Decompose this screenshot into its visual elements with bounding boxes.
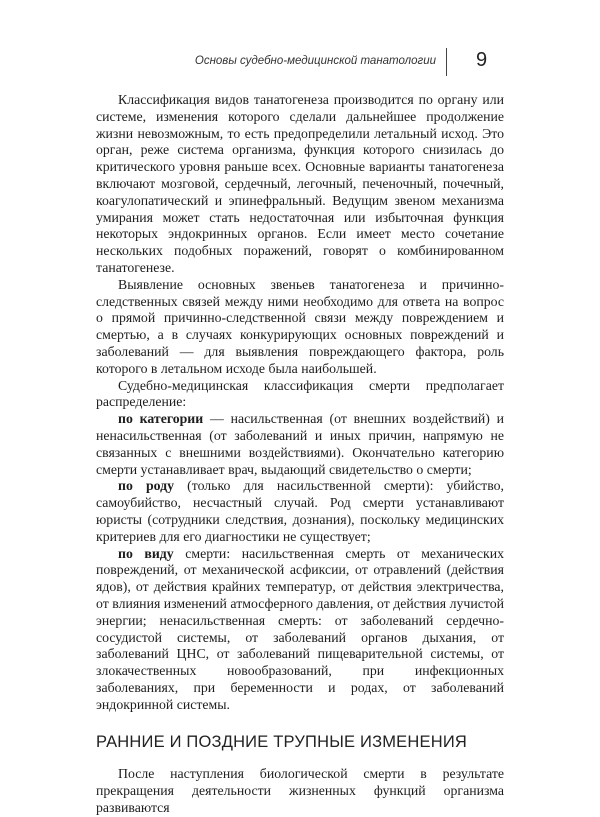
paragraph-death-classification-intro: Судебно-медицинская классификация смерти предполагает распределение: bbox=[96, 377, 504, 410]
paragraph-by-type bbox=[96, 546, 504, 714]
text-by-type: смерти: насильственная смерть от механических повреждений, от механической асфиксии, от отравлений (действия ядов), от действия крайних температур, от действия электричества, от влияния изменений атмосферного давления, от действия лучистой энергии; ненасильственная смерть: от заболеваний сердечно-сосудистой системы, от заболеваний органов дыхания, от заболеваний ЦНС, от заболеваний пищеварительной системы, от злокачественных новообразований, при инфекционных заболеваниях, при беременности и родах, от заболеваний эндокринной системы. bbox=[96, 545, 504, 712]
page-body bbox=[96, 92, 504, 817]
paragraph-postmortem-changes: После наступления биологической смерти в результате прекращения деятельности жизненных функций организма развиваются bbox=[96, 766, 504, 816]
running-title: Основы судебно-медицинской танатологии bbox=[194, 55, 436, 67]
header-divider bbox=[446, 48, 447, 76]
paragraph-thanatogenesis-classification: Классификация видов танатогенеза производится по органу или системе, изменения которого сделали дальнейшее продолжение жизни невозможным, то есть предопределили летальный исход. Это орган, реже система организма, функция которого снизилась до критического уровня раньше всех. Основные варианты танатогенеза включают мозговой, сердечный, легочный, печеночный, почечный, коагулопатический и эпинефральный. Ведущим звеном механизма умирания может стать недостаточная или избыточная функция некоторых эндокринных органов. Если имеет место сочетание нескольких подобных поражений, говорят о комбинированном танатогенезе. bbox=[96, 92, 504, 275]
term-by-category: по категории bbox=[118, 411, 204, 427]
section-heading: РАННИЕ И ПОЗДНИЕ ТРУПНЫЕ ИЗМЕНЕНИЯ bbox=[96, 733, 467, 752]
paragraph-by-kind bbox=[96, 478, 504, 545]
text-by-category: — насильственная (от внешних воздействий) и ненасильственная (от заболеваний и иных причин, напрямую не связанных с внешними воздействиями). Окончательно категорию смерти устанавливает врач, выдающий свидетельство о смерти; bbox=[96, 411, 504, 477]
page-header bbox=[0, 48, 600, 78]
term-by-type: по виду bbox=[118, 545, 174, 561]
term-by-kind: по роду bbox=[118, 478, 175, 494]
paragraph-by-category bbox=[96, 411, 504, 478]
paragraph-causal-links: Выявление основных звеньев танатогенеза и причинно-следственных связей между ними необходимо для ответа на вопрос о прямой причинно-следственной связи между повреждением и смертью, а в случаях конкурирующих основных повреждений и заболеваний — для выявления повреждающего фактора, роль которого в летальном исходе была наибольшей. bbox=[96, 276, 504, 376]
text-by-kind: (только для насильственной смерти): убийство, самоубийство, несчастный случай. Род смерти устанавливают юристы (сотрудники следствия, дознания), поскольку медицинских критериев для его диагностики не существует; bbox=[96, 478, 504, 544]
page-number: 9 bbox=[476, 49, 488, 71]
